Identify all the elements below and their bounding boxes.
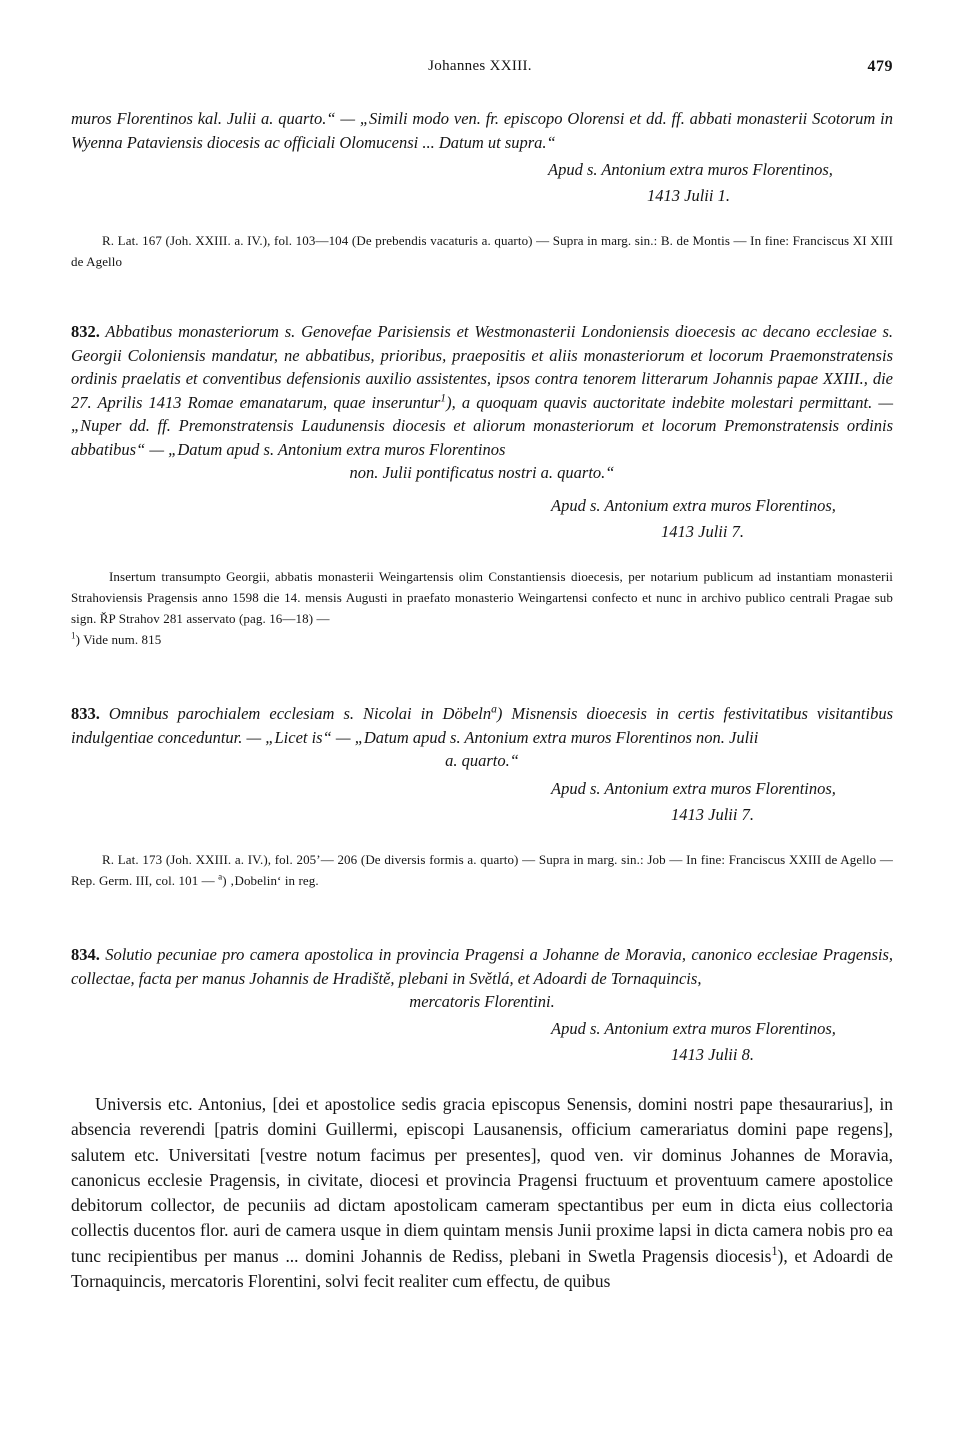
- entry-834-body: [71, 1092, 893, 1294]
- continuation-place: Apud s. Antonium extra muros Florentinos,: [548, 160, 833, 179]
- page-number: 479: [867, 58, 893, 75]
- entry-833-place: Apud s. Antonium extra muros Florentinos,: [551, 779, 836, 798]
- entry-834-dateline: [71, 1016, 893, 1068]
- entry-832-note: [71, 566, 893, 650]
- entry-834-date: 1413 Julii 8.: [671, 1045, 754, 1064]
- entry-833-note: [71, 849, 893, 891]
- entry-832-dateline: [71, 493, 893, 545]
- running-title: Johannes XXIII.: [428, 58, 532, 74]
- entry-832-last-line: non. Julii pontificatus nostri a. quarto.“: [349, 463, 615, 482]
- continuation-dateline: [71, 157, 893, 209]
- entry-833: [71, 702, 893, 773]
- entry-834-place: Apud s. Antonium extra muros Florentinos,: [551, 1019, 836, 1038]
- entry-832-date: 1413 Julii 7.: [661, 522, 744, 541]
- entry-832-place: Apud s. Antonium extra muros Florentinos,: [551, 496, 836, 515]
- entry-834-last-line: mercatoris Florentini.: [409, 992, 555, 1011]
- entry-833-date: 1413 Julii 7.: [671, 805, 754, 824]
- entry-833-note-text: R. Lat. 173 (Joh. XXIII. a. IV.), fol. 205’— 206 (De diversis formis a. quarto) — Supra in marg. sin.: Job — In fine: Franciscus XXIII de Agello — Rep. Germ. III, col. 101 — $^a$) ‚Dobelin‘ in reg.: [71, 852, 893, 888]
- entry-832: [71, 320, 893, 485]
- footnote-mark: 1: [440, 392, 447, 404]
- entry-832-regest: 832. Abbatibus monasteriorum s. Genovefae Parisiensis et Westmonasterii Londoniensis dioecesis ac decano ecclesiae s. Georgii Coloniensis mandatur, ne abbatibus, prioribus, praepositis et aliis monasteriorum et locorum Praemonstratensis ordinis praelatis et conventibus defensionis auxilio assistentes, ipsos contra tenorem litterarum Johannis papae XXIII., die 27. Aprilis 1413 Romae emanatarum, quae inseruntur$^1$), a quoquam quavis auctoritate indebite molestari permittant. — „Nuper dd. ff. Premonstratensis Laudunensis diocesis et aliorum monasteriorum et locorum Premonstratensis ordinis abbatibus“ — „Datum apud s. Antonium extra muros Florentinos: [71, 322, 894, 459]
- entry-833-regest: 833. Omnibus parochialem ecclesiam s. Nicolai in Döbeln$^a$) Misnensis dioecesis in certis festivitatibus visitantibus indulgentiae conceduntur. — „Licet is“ — „Datum apud s. Antonium extra muros Florentinos non. Julii: [71, 703, 893, 747]
- entry-834: [71, 943, 893, 1014]
- footnote-mark: a: [491, 703, 497, 716]
- continuation-text: muros Florentinos kal. Julii a. quarto.“ — „Simili modo ven. fr. episcopo Olorensi et dd. ff. abbati monasterii Scotorum in Wyenna Pataviensis diocesis ac officiali Olomucensi ... Datum ut supra.“: [71, 109, 893, 152]
- entry-number: 833.: [71, 704, 100, 723]
- continuation-note-text: R. Lat. 167 (Joh. XXIII. a. IV.), fol. 103—104 (De prebendis vacaturis a. quarto) — Supra in marg. sin.: B. de Montis — In fine: Franciscus XI XIII de Agello: [71, 233, 893, 269]
- entry-834-body-text: Universis etc. Antonius, [dei et apostolice sedis gracia episcopus Senensis, domini nostri pape thesaurarius], in absencia reverendi [patris domini Guillermi, episcopi Lausanensis, officium camerariatus domini pape regens], salutem etc. Universitati [vestre notum facimus per presentes], quod ven. vir dominus Johannes de Moravia, canonicus ecclesie Pragensis, in civitate, diocesi et provincia Pragensi fructuum et proventuum camere apostolice debitorum collector, de pecuniis ad dictam apostolicam cameram spectantibus per eum in dicta eius collectoria collectis ducentos flor. auri de camera usque in diem quintam mensis Junii proxime lapsi in dicta camera nobis pro ea tunc recipientibus per manus ... domini Johannis de Rediss, plebani in Swetla Pragensis diocesis$^1$), et Adoardi de Tornaquincis, mercatoris Florentini, solvi fecit realiter cum effectu, de quibus: [71, 1094, 893, 1292]
- entry-832-footnote: $^1$) Vide num. 815: [71, 630, 162, 647]
- continuation-regest: [71, 107, 893, 154]
- continuation-note: [71, 230, 893, 272]
- entry-833-dateline: [71, 776, 893, 828]
- entry-833-last-line: a. quarto.“: [445, 751, 519, 770]
- entry-number: 834.: [71, 945, 100, 964]
- entry-832-note-text: Insertum transumpto Georgii, abbatis monasterii Weingartensis olim Constantiensis dioecesis, per notarium publicum ad instantiam monasterii Strahoviensis Pragensis anno 1598 die 14. mensis Augusti in praefato monasterio Weingartensi confecto et nunc in archivo publico centrali Pragae sub sign. ŘP Strahov 281 asservato (pag. 16—18) —: [71, 569, 893, 626]
- continuation-date: 1413 Julii 1.: [647, 186, 730, 205]
- entry-834-regest: 834. Solutio pecuniae pro camera apostolica in provincia Pragensi a Johanne de Moravia, canonico ecclesiae Pragensis, collectae, facta per manus Johannis de Hradiště, plebani in Světlá, et Adoardi de Tornaquincis,: [71, 945, 894, 988]
- footnote-mark: 1: [771, 1243, 778, 1258]
- entry-number: 832.: [71, 322, 100, 341]
